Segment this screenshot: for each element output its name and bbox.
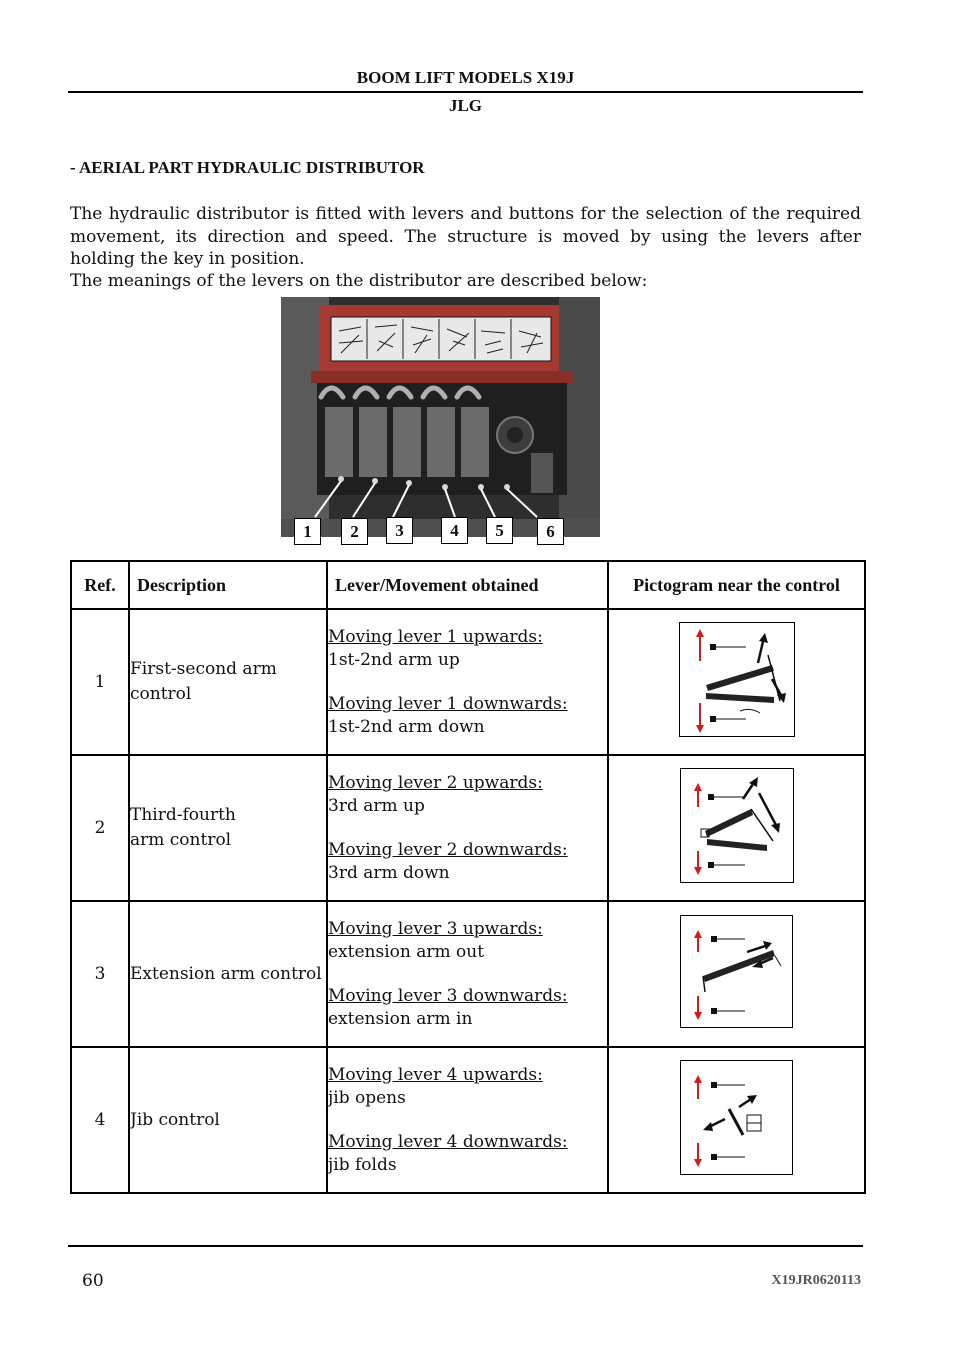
lever-label-3: 3 xyxy=(386,517,413,544)
jib-pictogram xyxy=(680,1060,793,1175)
table-row xyxy=(71,609,865,755)
up-result: extension arm out xyxy=(328,941,485,962)
row-description: Third-fourth arm control xyxy=(129,755,327,901)
intro-paragraph: The hydraulic distributor is fitted with levers and buttons for the selection of the required movement, its direction and speed. The structure is moved by using the levers after holding the key in position. xyxy=(70,204,861,269)
footer-rule xyxy=(68,1245,863,1247)
header-ref: Ref. xyxy=(71,561,129,609)
row-description: Extension arm control xyxy=(129,901,327,1047)
down-label: Moving lever 1 downwards: xyxy=(328,694,568,714)
document-brand: JLG xyxy=(448,96,483,115)
row-lever-movement xyxy=(327,901,608,1047)
up-result: 1st-2nd arm up xyxy=(328,649,460,670)
lever-label-5: 5 xyxy=(486,517,513,544)
down-result: 1st-2nd arm down xyxy=(328,716,485,737)
third-fourth-arm-pictogram xyxy=(680,768,794,883)
first-second-arm-pictogram xyxy=(679,622,795,737)
controls-table xyxy=(70,560,866,1194)
document-code: X19JR0620113 xyxy=(771,1273,861,1288)
up-label: Moving lever 3 upwards: xyxy=(328,919,543,939)
header-lever: Lever/Movement obtained xyxy=(327,561,608,609)
down-label: Moving lever 2 downwards: xyxy=(328,840,568,860)
row-lever-movement xyxy=(327,755,608,901)
row-ref: 3 xyxy=(71,901,129,1047)
down-label: Moving lever 4 downwards: xyxy=(328,1132,568,1152)
down-result: 3rd arm down xyxy=(328,862,450,883)
up-label: Moving lever 4 upwards: xyxy=(328,1065,543,1085)
row-ref: 2 xyxy=(71,755,129,901)
table-header-row xyxy=(71,561,865,609)
table-row xyxy=(71,755,865,901)
page-number: 60 xyxy=(82,1271,104,1291)
table-row xyxy=(71,1047,865,1193)
levers-intro-paragraph: The meanings of the levers on the distributor are described below: xyxy=(70,271,648,291)
lever-label-1: 1 xyxy=(294,518,321,545)
lever-label-6: 6 xyxy=(537,518,564,545)
up-label: Moving lever 1 upwards: xyxy=(328,627,543,647)
table-row xyxy=(71,901,865,1047)
header-pictogram: Pictogram near the control xyxy=(608,561,865,609)
up-result: jib opens xyxy=(328,1087,406,1108)
down-result: jib folds xyxy=(328,1154,397,1175)
distributor-photo xyxy=(281,297,600,537)
row-description: Jib control xyxy=(129,1047,327,1193)
lever-label-4: 4 xyxy=(441,517,468,544)
document-title: BOOM LIFT MODELS X19J xyxy=(356,68,575,87)
extension-arm-pictogram xyxy=(680,915,793,1028)
row-lever-movement xyxy=(327,609,608,755)
row-ref: 4 xyxy=(71,1047,129,1193)
up-result: 3rd arm up xyxy=(328,795,425,816)
row-ref: 1 xyxy=(71,609,129,755)
row-description: First-second arm control xyxy=(129,609,327,755)
lever-label-2: 2 xyxy=(341,518,368,545)
header-rule xyxy=(68,91,863,93)
down-result: extension arm in xyxy=(328,1008,473,1029)
header-description: Description xyxy=(129,561,327,609)
up-label: Moving lever 2 upwards: xyxy=(328,773,543,793)
down-label: Moving lever 3 downwards: xyxy=(328,986,568,1006)
row-lever-movement xyxy=(327,1047,608,1193)
section-heading: - AERIAL PART HYDRAULIC DISTRIBUTOR xyxy=(70,158,425,177)
